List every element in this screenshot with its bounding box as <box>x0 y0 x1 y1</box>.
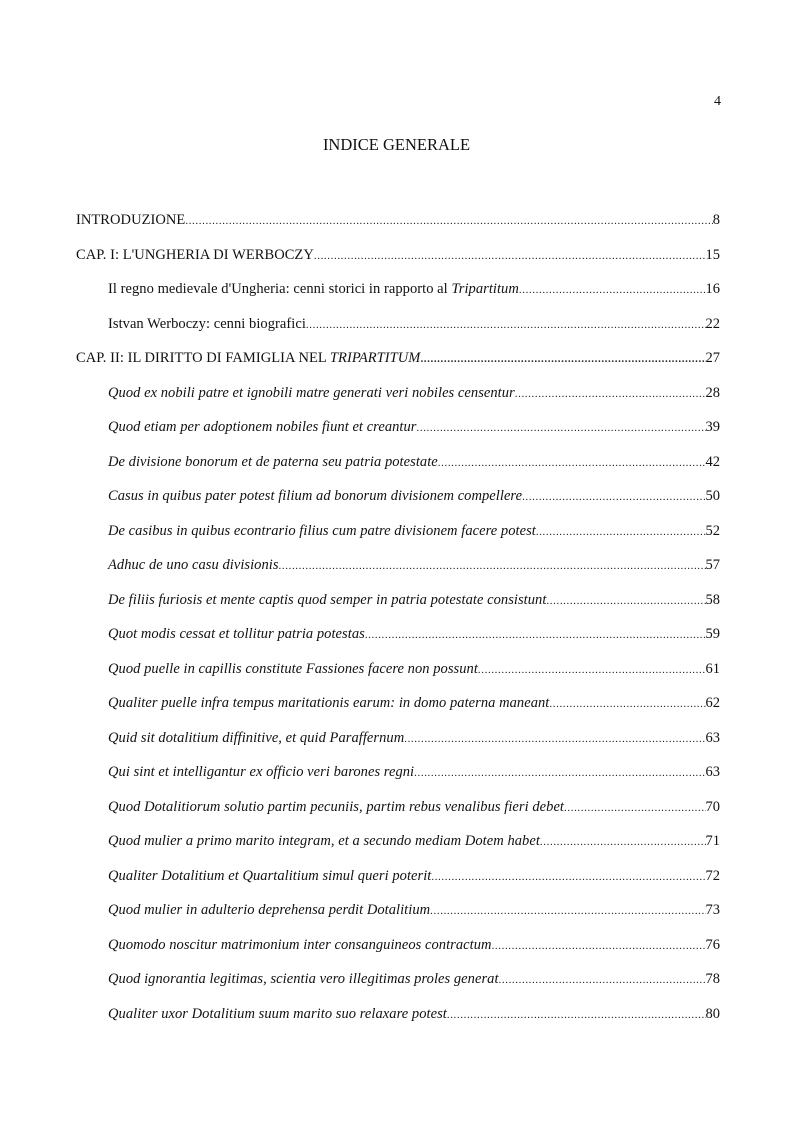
toc-entry-title: De filiis furiosis et mente captis quod semper in patria potestate consistunt <box>108 591 547 608</box>
dot-leader <box>522 485 705 509</box>
table-of-contents <box>76 208 720 1036</box>
toc-entry[interactable] <box>76 864 720 899</box>
toc-entry[interactable] <box>76 277 720 312</box>
toc-entry[interactable] <box>76 484 720 519</box>
toc-entry-page: 39 <box>705 419 720 435</box>
toc-entry-title: Quot modis cessat et tollitur patria potestas <box>108 626 365 642</box>
toc-entry[interactable] <box>76 829 720 864</box>
dot-leader <box>430 899 705 923</box>
toc-entry-title: Istvan Werboczy: cenni biografici <box>108 315 306 332</box>
toc-entry-title: Qui sint et intelligantur ex officio veri barones regni <box>108 764 415 780</box>
toc-entry-page: 42 <box>705 453 720 470</box>
dot-leader <box>365 623 706 647</box>
toc-entry[interactable] <box>76 657 720 692</box>
toc-entry[interactable] <box>76 381 720 416</box>
toc-entry-page: 15 <box>705 246 720 263</box>
toc-entry[interactable] <box>76 553 720 588</box>
toc-entry-page: 50 <box>705 488 720 504</box>
toc-entry[interactable] <box>76 1002 720 1037</box>
dot-leader <box>438 451 706 475</box>
dot-leader <box>499 968 706 992</box>
toc-entry[interactable] <box>76 415 720 450</box>
toc-entry-title: De divisione bonorum et de paterna seu patria potestate <box>108 453 438 470</box>
toc-entry[interactable] <box>76 691 720 726</box>
toc-entry[interactable] <box>76 450 720 485</box>
dot-leader <box>185 209 712 233</box>
dot-leader <box>492 934 706 958</box>
toc-entry-page: 22 <box>705 315 720 332</box>
dot-leader <box>306 313 706 337</box>
toc-entry-page: 63 <box>705 764 720 780</box>
toc-entry[interactable] <box>76 760 720 795</box>
toc-entry[interactable] <box>76 588 720 623</box>
toc-entry-title: Quod ignorantia legitimas, scientia vero illegitimas proles generat <box>108 971 499 987</box>
toc-entry-page: 59 <box>705 626 720 642</box>
toc-entry-page: 80 <box>705 1005 720 1022</box>
toc-title: INDICE GENERALE <box>322 135 471 154</box>
dot-leader <box>417 416 706 440</box>
toc-entry-title: Quod mulier in adulterio deprehensa perdit Dotalitium <box>108 902 431 918</box>
toc-entry-page: 58 <box>705 591 720 608</box>
dot-leader <box>420 347 705 371</box>
toc-entry-page: 27 <box>705 350 720 366</box>
toc-entry-title: Qualiter uxor Dotalitium suum marito suo relaxare potest <box>108 1005 447 1022</box>
toc-entry-page: 63 <box>705 729 720 746</box>
toc-entry-page: 16 <box>705 281 720 297</box>
toc-entry-title: Il regno medievale d'Ungheria: cenni storici in rapporto al Tripartitum <box>108 281 519 297</box>
toc-entry[interactable] <box>76 312 720 347</box>
toc-entry-page: 62 <box>705 695 720 711</box>
dot-leader <box>519 278 706 302</box>
dot-leader <box>447 1003 706 1027</box>
toc-entry-title: Quomodo noscitur matrimonium inter consanguineos contractum <box>108 936 492 953</box>
toc-entry-title: Quod ex nobili patre et ignobili matre generati veri nobiles censentur <box>108 384 515 401</box>
toc-entry-page: 28 <box>705 384 720 401</box>
toc-entry-title: CAP. II: IL DIRITTO DI FAMIGLIA NEL TRIPARTITUM <box>76 350 421 366</box>
toc-entry-page: 73 <box>705 902 720 918</box>
toc-entry-title: Quid sit dotalitium diffinitive, et quid Paraffernum <box>108 729 405 746</box>
toc-entry-page: 71 <box>705 833 720 849</box>
toc-entry-title: Quod Dotalitiorum solutio partim pecuniis, partim rebus venalibus fieri debet <box>108 798 565 815</box>
dot-leader <box>540 830 706 854</box>
toc-entry[interactable] <box>76 208 720 243</box>
toc-entry-title: Adhuc de uno casu divisionis <box>108 557 279 573</box>
dot-leader <box>549 692 705 716</box>
toc-entry[interactable] <box>76 967 720 1002</box>
toc-entry-page: 76 <box>705 936 720 953</box>
toc-entry[interactable] <box>76 898 720 933</box>
dot-leader <box>564 796 705 820</box>
toc-entry-title: Qualiter puelle infra tempus maritationis earum: in domo paterna maneant <box>108 695 550 711</box>
toc-entry-title: CAP. I: L'UNGHERIA DI WERBOCZY <box>76 246 314 263</box>
toc-entry-title: Quod etiam per adoptionem nobiles fiunt et creantur <box>108 419 417 435</box>
toc-entry[interactable] <box>76 933 720 968</box>
toc-entry-page: 52 <box>705 522 720 539</box>
dot-leader <box>431 865 705 889</box>
toc-entry-page: 57 <box>705 557 720 573</box>
toc-entry[interactable] <box>76 622 720 657</box>
dot-leader <box>314 244 706 268</box>
dot-leader <box>404 727 705 751</box>
toc-entry-title: INTRODUZIONE <box>76 212 186 228</box>
toc-entry[interactable] <box>76 519 720 554</box>
toc-entry-title: Quod puelle in capillis constitute Fassiones facere non possunt <box>108 660 478 677</box>
toc-entry[interactable] <box>76 243 720 278</box>
dot-leader <box>279 554 706 578</box>
toc-entry-page: 78 <box>705 971 720 987</box>
toc-entry-page: 61 <box>705 660 720 677</box>
toc-entry-page: 70 <box>705 798 720 815</box>
dot-leader <box>536 520 706 544</box>
toc-entry-title: Casus in quibus pater potest filium ad bonorum divisionem compellere <box>108 488 523 504</box>
toc-entry[interactable] <box>76 726 720 761</box>
dot-leader <box>478 658 706 682</box>
toc-entry[interactable] <box>76 795 720 830</box>
page-number: 4 <box>714 94 721 109</box>
toc-entry-title: De casibus in quibus econtrario filius cum patre divisionem facere potest <box>108 522 536 539</box>
dot-leader <box>414 761 705 785</box>
dot-leader <box>515 382 706 406</box>
toc-entry-page: 8 <box>712 212 720 228</box>
toc-entry-title: Quod mulier a primo marito integram, et a secundo mediam Dotem habet <box>108 833 540 849</box>
toc-entry-page: 72 <box>705 867 720 884</box>
toc-entry-title: Qualiter Dotalitium et Quartalitium simul queri poterit <box>108 867 432 884</box>
dot-leader <box>546 589 705 613</box>
toc-entry[interactable] <box>76 346 720 381</box>
